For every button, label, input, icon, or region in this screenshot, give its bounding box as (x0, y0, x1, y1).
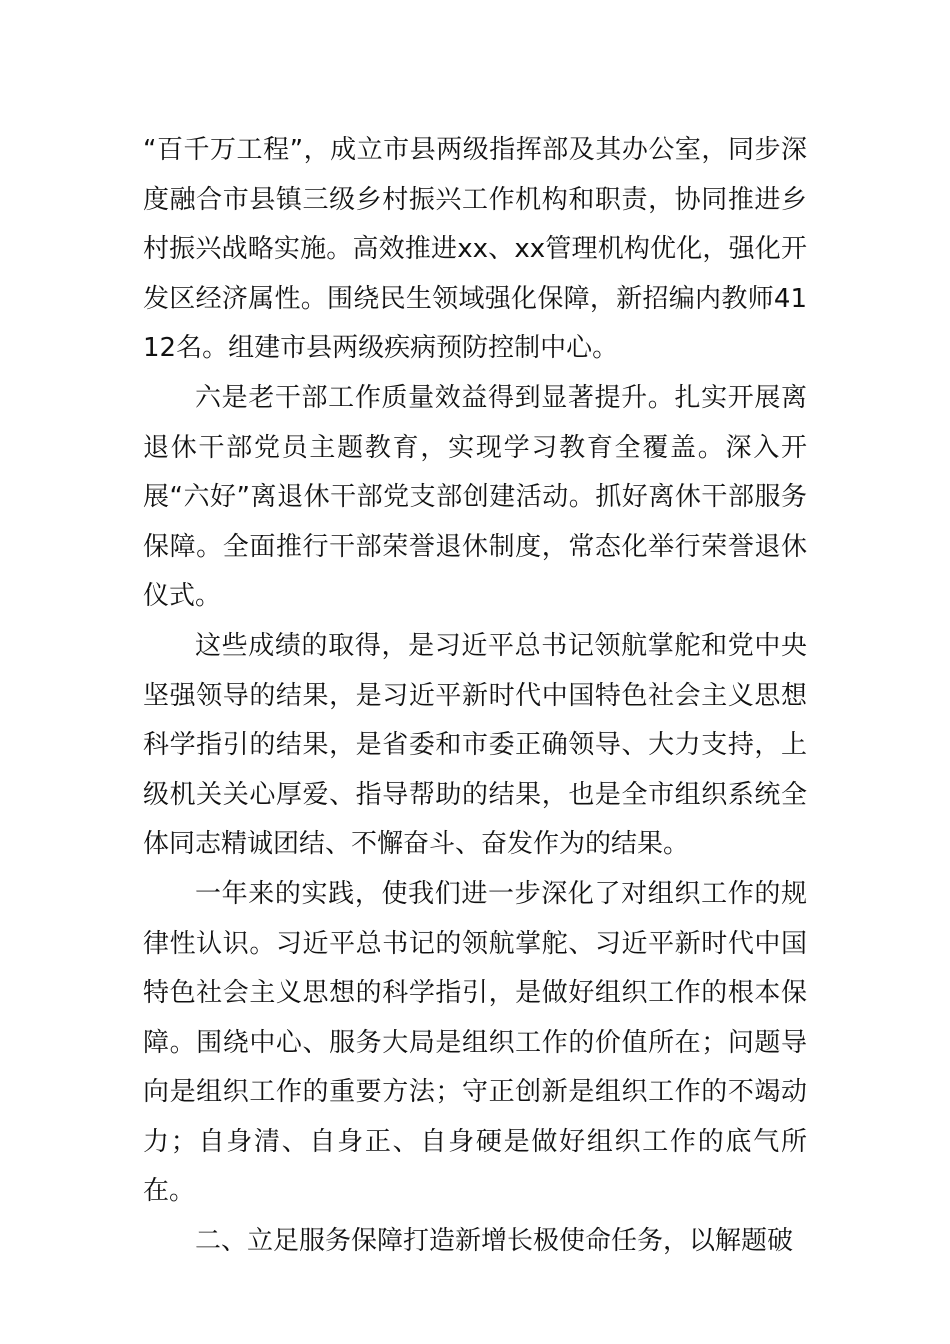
paragraph-achievements: 这些成绩的取得，是习近平总书记领航掌舵和党中央坚强领导的结果，是习近平新时代中国特色社会主义思想科学指引的结果，是省委和市委正确领导、大力支持，上级机关关心厚爱、指导帮助的结果，也是全市组织系统全体同志精诚团结、不懈奋斗、奋发作为的结果。 (143, 630, 807, 860)
section-heading-two: 二、立足服务保障打造新增长极使命任务，以解题破 (195, 1226, 794, 1257)
paragraph-continued: “百千万工程”，成立市县两级指挥部及其办公室，同步深度融合市县镇三级乡村振兴工作机构和职责，协同推进乡村振兴战略实施。高效推进xx、xx管理机构优化，强化开发区经济属性。围绕民生领域强化保障，新招编内教师4112名。组建市县两级疾病预防控制中心。 (143, 135, 807, 364)
paragraph-practice: 一年来的实践，使我们进一步深化了对组织工作的规律性认识。习近平总书记的领航掌舵、习近平新时代中国特色社会主义思想的科学指引，是做好组织工作的根本保障。围绕中心、服务大局是组织工作的价值所在；问题导向是组织工作的重要方法；守正创新是组织工作的不竭动力；自身清、自身正、自身硬是做好组织工作的底气所在。 (143, 878, 807, 1207)
paragraph-retired-cadres: 六是老干部工作质量效益得到显著提升。扎实开展离退休干部党员主题教育，实现学习教育全覆盖。深入开展“六好”离退休干部党支部创建活动。抓好离休干部服务保障。全面推行干部荣誉退休制度，常态化举行荣誉退休仪式。 (143, 382, 807, 612)
document-body (143, 126, 807, 1267)
